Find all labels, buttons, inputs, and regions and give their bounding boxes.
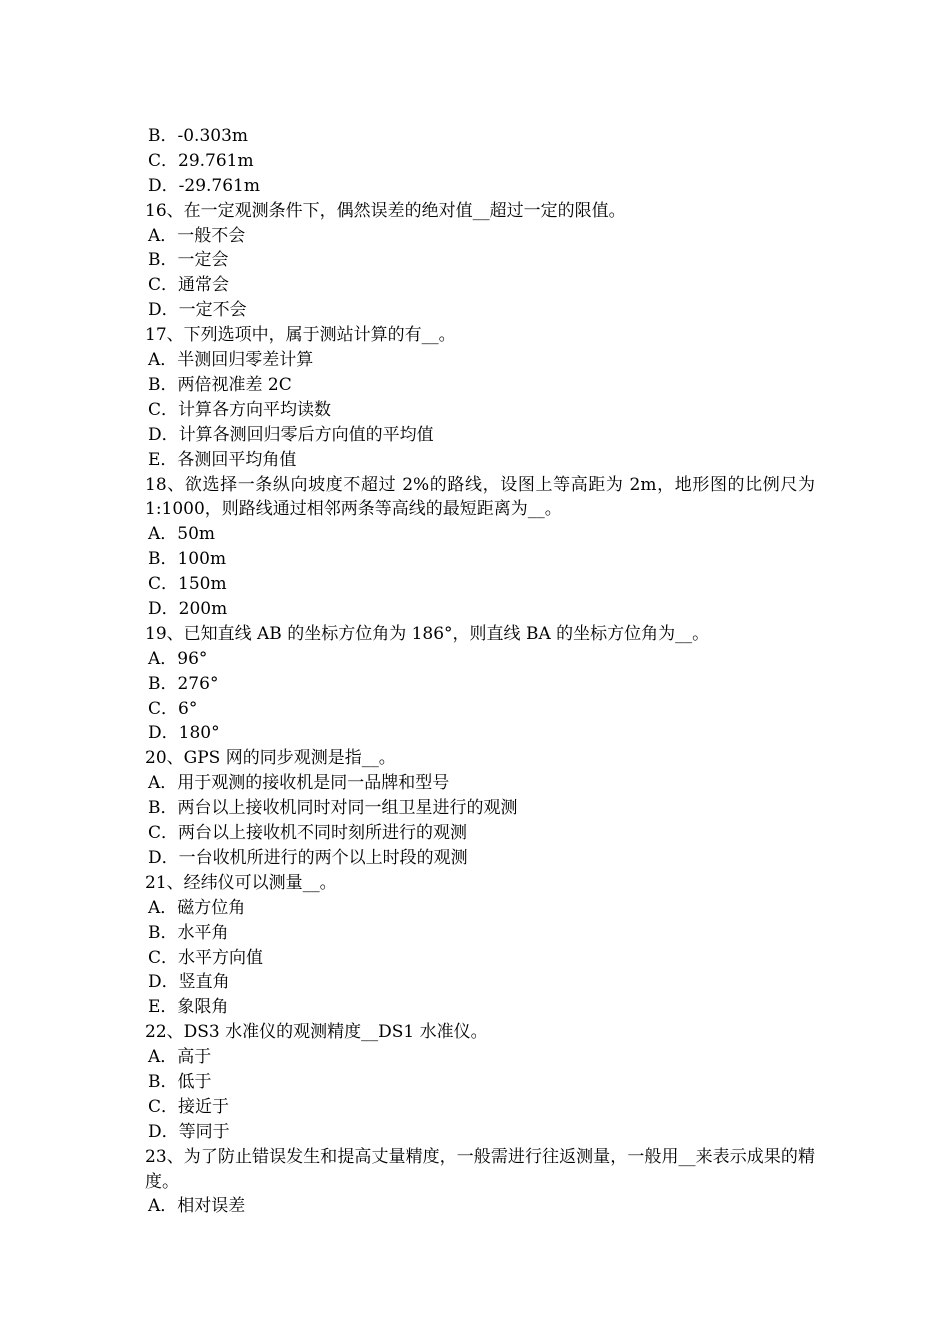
option-b: B．276° bbox=[148, 673, 219, 694]
option-d: D．计算各测回归零后方向值的平均值 bbox=[148, 424, 434, 445]
option-b: B．100m bbox=[148, 549, 227, 570]
option-c: C．通常会 bbox=[148, 275, 230, 296]
option-b: B．一定会 bbox=[148, 250, 229, 271]
option-c: C．6° bbox=[148, 698, 198, 719]
option-b: B．两倍视准差 2C bbox=[148, 374, 292, 395]
option-a: A．半测回归零差计算 bbox=[148, 350, 314, 371]
question-22: 22、DS3 水准仪的观测精度__DS1 水准仪。 bbox=[145, 1022, 488, 1043]
option-b: B．两台以上接收机同时对同一组卫星进行的观测 bbox=[148, 798, 518, 819]
question-18: 18、欲选择一条纵向坡度不超过 2%的路线，设图上等高距为 2m，地形图的比例尺为 1:1000，则路线通过相邻两条等高线的最短距离为__。 bbox=[145, 474, 815, 520]
option-d: D．一台收机所进行的两个以上时段的观测 bbox=[148, 847, 468, 868]
document-body bbox=[145, 124, 815, 1219]
question-21: 21、经纬仪可以测量__。 bbox=[145, 872, 337, 893]
option-b: B．水平角 bbox=[148, 922, 229, 943]
question-17: 17、下列选项中，属于测站计算的有__。 bbox=[145, 325, 456, 346]
option-a: A．50m bbox=[148, 524, 216, 545]
option-d: D．200m bbox=[148, 598, 228, 619]
option-b: B．低于 bbox=[148, 1071, 212, 1092]
option-a: A．磁方位角 bbox=[148, 897, 246, 918]
question-19: 19、已知直线 AB 的坐标方位角为 186°，则直线 BA 的坐标方位角为__。 bbox=[145, 623, 710, 644]
question-20: 20、GPS 网的同步观测是指__。 bbox=[145, 748, 396, 769]
option-c: C．29.761m bbox=[148, 150, 254, 171]
question-23: 23、为了防止错误发生和提高丈量精度，一般需进行往返测量，一般用__来表示成果的精度。 bbox=[145, 1146, 815, 1192]
option-a: A．高于 bbox=[148, 1047, 212, 1068]
option-c: C．计算各方向平均读数 bbox=[148, 399, 332, 420]
option-a: A．相对误差 bbox=[148, 1196, 246, 1217]
option-d: D．竖直角 bbox=[148, 972, 230, 993]
option-e: E．象限角 bbox=[148, 997, 229, 1018]
option-d: D．-29.761m bbox=[148, 175, 260, 196]
option-d: D．一定不会 bbox=[148, 300, 247, 321]
option-b: B．-0.303m bbox=[148, 126, 249, 146]
option-a: A．一般不会 bbox=[148, 225, 246, 246]
option-c: C．两台以上接收机不同时刻所进行的观测 bbox=[148, 823, 468, 844]
option-d: D．等同于 bbox=[148, 1121, 230, 1142]
option-d: D．180° bbox=[148, 723, 220, 744]
question-16: 16、在一定观测条件下，偶然误差的绝对值__超过一定的限值。 bbox=[145, 200, 626, 221]
option-c: C．水平方向值 bbox=[148, 947, 264, 968]
option-a: A．用于观测的接收机是同一品牌和型号 bbox=[148, 773, 450, 794]
option-a: A．96° bbox=[148, 648, 208, 669]
option-c: C．接近于 bbox=[148, 1096, 230, 1117]
option-e: E．各测回平均角值 bbox=[148, 449, 297, 470]
option-c: C．150m bbox=[148, 574, 227, 595]
